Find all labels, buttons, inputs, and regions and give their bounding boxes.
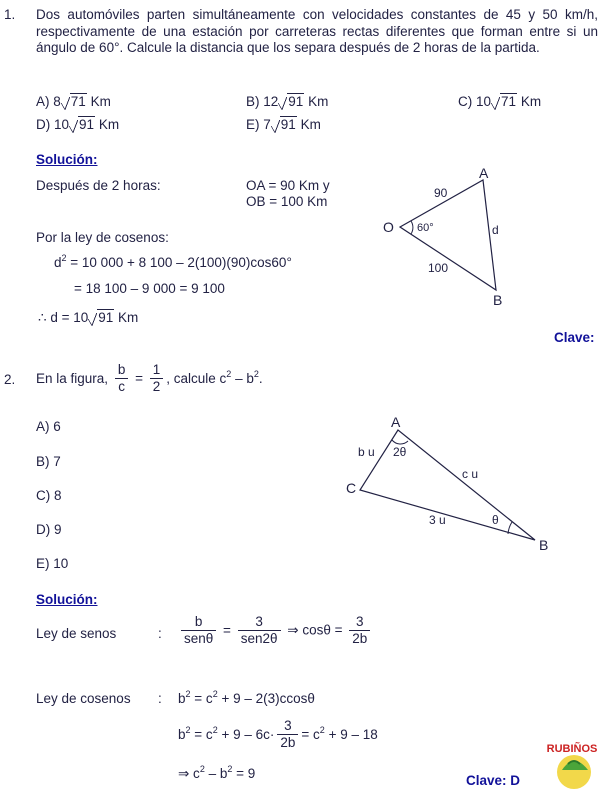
problem-2-number: 2. (4, 372, 16, 387)
triangle-figure-1 (370, 160, 530, 310)
side-3u: 3 u (429, 513, 446, 527)
solution-1-eq1: $d^2 = 10$ 000 + 8 100 – 2(100)(90)cos60° (54, 253, 292, 270)
option-a: A) 8 71 Km (36, 94, 111, 109)
problem-1-number: 1. (4, 7, 16, 22)
fraction-b-over-c: $\frac{b}{c}$ (115, 362, 129, 395)
vertex-a: A (479, 165, 489, 181)
solution-1-oa: OA = 90 Km y (246, 178, 330, 193)
solution-1-title: Solución: (36, 152, 98, 167)
solution-1-law: Por la ley de cosenos: (36, 230, 169, 245)
vertex-o: O (383, 219, 394, 235)
option-e: E) 7 91 Km (246, 117, 321, 132)
solution-2-colon-1: : (158, 626, 162, 641)
solution-1-eq2: = 18 100 – 9 000 = 9 100 (74, 281, 225, 296)
option-2b: B) 7 (36, 454, 61, 469)
angle-2theta: 2θ (393, 445, 407, 459)
option-c: C) 10 71 Km (458, 94, 542, 109)
side-d: d (492, 223, 499, 237)
solution-1-ob: OB = 100 Km (246, 194, 328, 209)
vertex-b: B (493, 292, 503, 308)
solution-2-senos-eq: $\frac{b}{\text{senθ}}$ = $\frac{3}{\text{sen2θ}}$ ⇒ cosθ = $\frac{3}{2b}$ (178, 614, 373, 647)
side-bu: b u (358, 445, 375, 459)
problem-2-statement: En la figura, $\frac{b}{c}$ = $\frac{1}{2}$ , calcule $c^2 - b^2$. (36, 362, 263, 394)
option-d: D) 10 91 Km (36, 117, 120, 132)
problem-1-statement: Dos automóviles parten simultáneamente con velocidades constantes de 45 y 50 km/h, respectivamente de una estación por carreteras rectas diferentes que forman entre si un ángulo de 60°. Calcule la distancia que los separa después de 2 horas de la partida. (36, 7, 598, 55)
triangle-figure-2 (340, 410, 560, 560)
option-b: B) 12 91 Km (246, 94, 329, 109)
clave-2: Clave: D (466, 773, 521, 788)
solution-2-final: ⇒ $c^2 - b^2 = 9$ (178, 764, 256, 781)
vertex-2c: C (346, 480, 357, 496)
angle-60: 60° (417, 222, 434, 234)
rubinos-logo (544, 730, 600, 792)
solution-1-after: Después de 2 horas: (36, 178, 161, 193)
solution-2-cos-eq2: $b^2 = c^2 + 9 - 6c\cdot$ $\frac{3}{2b}$ = $c^2 + 9 - 18$ (178, 718, 378, 750)
solution-1-eq3: ∴ d = 10 91 Km (38, 310, 139, 325)
clave-1: Clave: (554, 330, 595, 345)
solution-2-cos-label: Ley de cosenos (36, 691, 131, 706)
vertex-2a: A (391, 414, 401, 430)
option-2d: D) 9 (36, 522, 62, 537)
side-cu: c u (462, 467, 479, 481)
solution-2-cos-eq1: $b^2 = c^2 + 9 - 2(3)ccos\theta$ (178, 689, 315, 706)
solution-2-colon-2: : (158, 691, 162, 706)
side-100: 100 (428, 261, 449, 275)
option-2c: C) 8 (36, 488, 62, 503)
solution-2-senos-label: Ley de senos (36, 626, 117, 641)
side-90: 90 (434, 186, 448, 200)
option-2a: A) 6 (36, 419, 61, 434)
solution-2-title: Solución: (36, 592, 98, 607)
angle-theta: θ (492, 513, 499, 527)
fraction-one-half: $\frac{1}{2}$ (150, 362, 164, 395)
logo-text: RUBIÑOS (546, 743, 598, 755)
option-2e: E) 10 (36, 556, 69, 571)
vertex-2b: B (539, 537, 549, 553)
